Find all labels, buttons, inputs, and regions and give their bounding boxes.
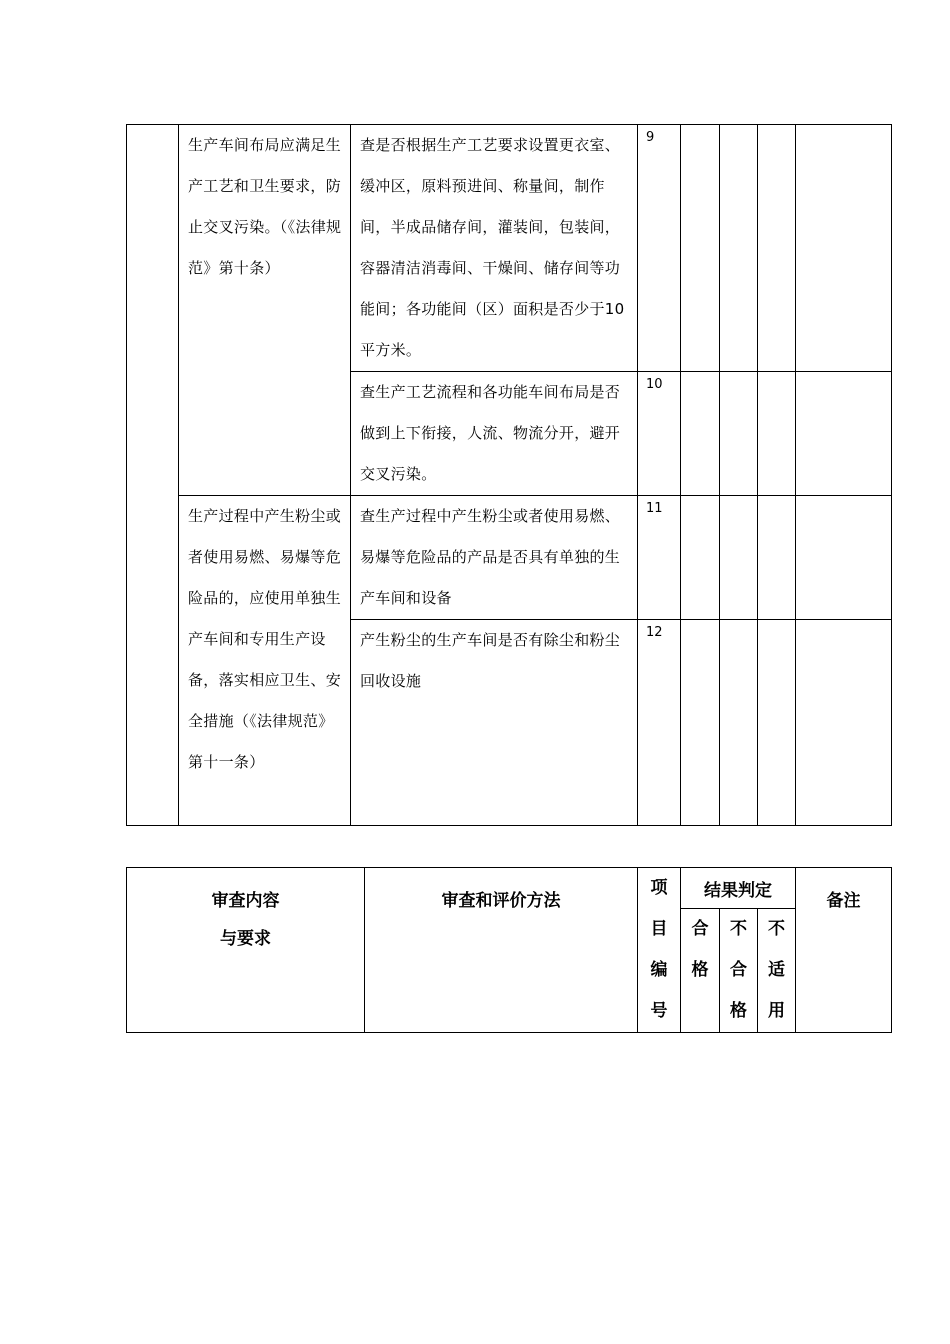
item-number: 10 (646, 377, 663, 392)
result-fail-cell (720, 496, 758, 620)
remark-cell (796, 620, 892, 826)
review-table-top (126, 124, 892, 826)
header-char: 项 (650, 878, 668, 898)
item-number: 12 (646, 625, 663, 640)
remark-cell (796, 496, 892, 620)
header-char: 不 (768, 919, 785, 939)
header-result-text: 结果判定 (704, 880, 772, 901)
header-fail (720, 909, 758, 1033)
item-number-cell (638, 372, 681, 496)
header-remark-text: 备注 (826, 891, 861, 911)
method-text: 产生粉尘的生产车间是否有除尘和粉尘回收设施 (360, 631, 621, 690)
header-char: 格 (730, 1001, 747, 1021)
item-number-cell (638, 125, 681, 372)
header-content-line1: 审查内容 (211, 891, 280, 911)
header-char: 适 (768, 960, 785, 980)
item-number-cell (638, 496, 681, 620)
item-number-cell (638, 620, 681, 826)
header-char: 合 (730, 960, 747, 980)
method-cell (351, 125, 638, 372)
header-result (681, 868, 796, 909)
header-char: 号 (650, 1001, 668, 1021)
header-method-text: 审查和评价方法 (441, 891, 561, 911)
method-text: 查生产工艺流程和各功能车间布局是否做到上下衔接，人流、物流分开，避开交叉污染。 (360, 383, 621, 483)
result-fail-cell (720, 620, 758, 826)
method-cell (351, 620, 638, 826)
result-na-cell (758, 372, 796, 496)
result-na-cell (758, 620, 796, 826)
item-number: 9 (646, 130, 655, 145)
header-content-requirement (127, 868, 365, 1033)
header-pass (681, 909, 720, 1033)
review-table-header (126, 867, 892, 1033)
blank-index-cell (127, 125, 179, 826)
header-method (365, 868, 638, 1033)
header-char: 用 (768, 1001, 785, 1021)
header-char: 编 (650, 960, 668, 980)
header-remark (796, 868, 892, 1033)
header-content-line2: 与要求 (220, 929, 271, 949)
header-not-applicable (758, 909, 796, 1033)
header-char: 格 (691, 960, 709, 980)
method-cell (351, 496, 638, 620)
item-number: 11 (646, 501, 663, 516)
result-fail-cell (720, 372, 758, 496)
header-char: 合 (691, 919, 709, 939)
remark-cell (796, 125, 892, 372)
requirement-text: 生产过程中产生粉尘或者使用易燃、易爆等危险品的，应使用单独生产车间和专用生产设备，落实相应卫生、安全措施（《法律规范》第十一条） (188, 507, 342, 771)
result-pass-cell (681, 125, 720, 372)
method-cell (351, 372, 638, 496)
header-char: 目 (650, 919, 668, 939)
result-na-cell (758, 125, 796, 372)
result-fail-cell (720, 125, 758, 372)
result-pass-cell (681, 372, 720, 496)
requirement-cell (179, 125, 351, 496)
result-pass-cell (681, 496, 720, 620)
requirement-cell (179, 496, 351, 826)
result-na-cell (758, 496, 796, 620)
result-pass-cell (681, 620, 720, 826)
method-text: 查是否根据生产工艺要求设置更衣室、缓冲区，原料预进间、称量间，制作间，半成品储存间，灌装间，包装间，容器清洁消毒间、干燥间、储存间等功能间；各功能间（区）面积是否少于10平方米。 (360, 136, 625, 359)
remark-cell (796, 372, 892, 496)
method-text: 查生产过程中产生粉尘或者使用易燃、易爆等危险品的产品是否具有单独的生产车间和设备 (360, 507, 621, 607)
requirement-text: 生产车间布局应满足生产工艺和卫生要求，防止交叉污染。（《法律规范》第十条） (188, 136, 342, 277)
header-char: 不 (730, 919, 747, 939)
header-item-number (638, 868, 681, 1033)
